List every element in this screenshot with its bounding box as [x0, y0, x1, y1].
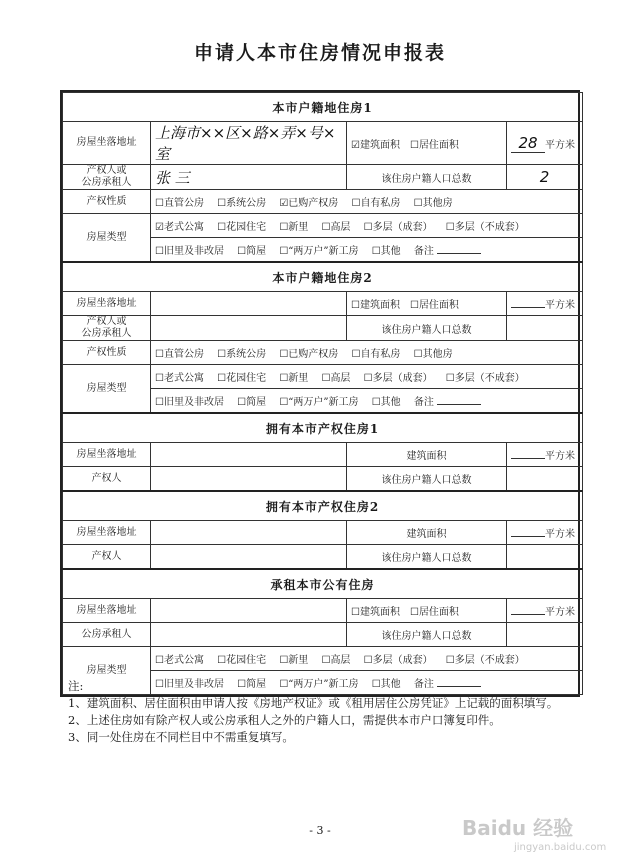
household-count-label: 该住房户籍人口总数	[347, 467, 507, 492]
address-label: 房屋坐落地址	[63, 521, 151, 545]
living-area-checkbox[interactable]: ☐居住面积	[409, 607, 459, 618]
owner-tenant-label: 产权人或 公房承租人	[63, 316, 151, 341]
living-area-checkbox[interactable]: ☐居住面积	[409, 139, 459, 151]
owner-input[interactable]	[151, 467, 347, 492]
address-input[interactable]	[151, 443, 347, 467]
note-item: 2、上述住房如有除产权人或公房承租人之外的户籍人口，需提供本市户口簿复印件。	[68, 713, 501, 727]
household-count-label: 该住房户籍人口总数	[347, 545, 507, 570]
property-nature-options[interactable]: ☐直管公房 ☐系统公房 ☐已购产权房 ☐自有私房 ☐其他房	[151, 341, 583, 365]
area-input[interactable]	[511, 307, 545, 308]
property-nature-label: 产权性质	[63, 341, 151, 365]
building-area-checkbox[interactable]: ☑建筑面积	[351, 139, 400, 151]
housing-declaration-form: 本市户籍地住房1 房屋坐落地址 上海市××区×路×弄×号×室 ☑建筑面积 ☐居住面积 28 平方米 产权人或 公房承租人 张 三 该住房户籍人口总数 2 产权性质 ☐直管公房 ☐系统公房 ☑已购产权房 ☐自有私房 ☐其他房 房屋类型 ☑老式公寓 ☐花园住宅 ☐新里 ☐高层 ☐多层（成套） ☐多层（不成套） ☐旧里及非改居 ☐简屋 ☐“两万户”新工房 ☐其他 备注 本市户籍地住房2 房屋坐落地址 ☐建筑面积 ☐居住面积 平方米 产权人或 公房承租人 该住房户籍人口总数 产权性质 ☐直管公房 ☐系统公房 ☐已购产权房 ☐自有私房 ☐其他房 房屋类型 ☐老式公寓 ☐花园住宅 ☐新里 ☐高层 ☐多层（成套） ☐多层（不成套） ☐旧里及非改居 ☐简屋 ☐“两万户”新工房 ☐其他 备注 拥有本市产权住房1 房屋坐落地址 建筑面积 平方米 产权人 该住房户籍人口总数 拥有本市产权住房2 房屋坐落地址 建筑面积 平方米 产权人 该住房户籍人口总数 承租本市公有住房 房屋坐落地址 ☐建筑面积 ☐居住面积 平方米 公房承租人 该住房户籍人口总数 房屋类型 ☐老式公寓 ☐花园住宅 ☐新里 ☐高层 ☐多层（成套） ☐多层（不成套） ☐旧里及非改居 ☐简屋 ☐“两万户”新工房 ☐其他 备注	[60, 90, 580, 697]
owner-input[interactable]	[151, 545, 347, 570]
household-count-value[interactable]: 2	[507, 165, 583, 190]
tenant-input[interactable]	[151, 623, 347, 647]
house-type-options-row2[interactable]: ☐旧里及非改居 ☐简屋 ☐“两万户”新工房 ☐其他 备注	[151, 389, 583, 414]
footnotes	[68, 678, 588, 746]
household-count-label: 该住房户籍人口总数	[347, 316, 507, 341]
note-item: 3、同一处住房在不同栏目中不需重复填写。	[68, 730, 294, 744]
house-type-options-row1[interactable]: ☐老式公寓 ☐花园住宅 ☐新里 ☐高层 ☐多层（成套） ☐多层（不成套）	[151, 365, 583, 389]
owner-input[interactable]	[151, 316, 347, 341]
address-input[interactable]	[151, 599, 347, 623]
section-heading: 拥有本市产权住房1	[63, 413, 583, 443]
owner-value[interactable]: 张 三	[151, 165, 347, 190]
living-area-checkbox[interactable]: ☐居住面积	[409, 300, 459, 311]
address-label: 房屋坐落地址	[63, 599, 151, 623]
notes-heading: 注:	[68, 679, 84, 693]
section-heading: 本市户籍地住房1	[63, 93, 583, 122]
address-label: 房屋坐落地址	[63, 292, 151, 316]
house-type-label: 房屋类型	[63, 647, 151, 695]
section-heading: 承租本市公有住房	[63, 569, 583, 599]
address-label: 房屋坐落地址	[63, 122, 151, 165]
property-nature-options[interactable]: ☐直管公房 ☐系统公房 ☑已购产权房 ☐自有私房 ☐其他房	[151, 190, 583, 214]
building-area-label: 建筑面积	[347, 521, 507, 545]
area-input[interactable]	[511, 614, 545, 615]
owner-label: 产权人	[63, 467, 151, 492]
address-label: 房屋坐落地址	[63, 443, 151, 467]
page-title: 申请人本市住房情况申报表	[193, 42, 446, 64]
house-type-options-row2[interactable]: ☐旧里及非改居 ☐简屋 ☐“两万户”新工房 ☐其他 备注	[151, 671, 583, 695]
household-count-input[interactable]	[507, 467, 583, 492]
house-type-options-row1[interactable]: ☑老式公寓 ☐花园住宅 ☐新里 ☐高层 ☐多层（成套） ☐多层（不成套）	[151, 214, 583, 238]
address-value[interactable]: 上海市××区×路×弄×号×室	[151, 122, 347, 165]
section-heading: 拥有本市产权住房2	[63, 491, 583, 521]
household-count-input[interactable]	[507, 316, 583, 341]
area-input[interactable]	[511, 458, 545, 459]
building-area-checkbox[interactable]: ☐建筑面积	[351, 607, 400, 618]
building-area-label: 建筑面积	[347, 443, 507, 467]
household-count-label: 该住房户籍人口总数	[347, 623, 507, 647]
house-type-label: 房屋类型	[63, 365, 151, 414]
household-count-input[interactable]	[507, 623, 583, 647]
address-input[interactable]	[151, 292, 347, 316]
house-type-options-row2[interactable]: ☐旧里及非改居 ☐简屋 ☐“两万户”新工房 ☐其他 备注	[151, 238, 583, 263]
watermark-url: jingyan.baidu.com	[514, 842, 607, 853]
public-tenant-label: 公房承租人	[63, 623, 151, 647]
owner-label: 产权人	[63, 545, 151, 570]
building-area-checkbox[interactable]: ☐建筑面积	[351, 300, 400, 311]
house-type-label: 房屋类型	[63, 214, 151, 263]
address-input[interactable]	[151, 521, 347, 545]
page-number: - 3 -	[309, 824, 331, 837]
section-heading: 本市户籍地住房2	[63, 262, 583, 292]
household-count-label: 该住房户籍人口总数	[347, 165, 507, 190]
area-input[interactable]	[511, 536, 545, 537]
property-nature-label: 产权性质	[63, 190, 151, 214]
owner-tenant-label: 产权人或 公房承租人	[63, 165, 151, 190]
house-type-options-row1[interactable]: ☐老式公寓 ☐花园住宅 ☐新里 ☐高层 ☐多层（成套） ☐多层（不成套）	[151, 647, 583, 671]
household-count-input[interactable]	[507, 545, 583, 570]
baidu-watermark-logo: Baidu 经验	[462, 816, 574, 840]
note-item: 1、建筑面积、居住面积由申请人按《房地产权证》或《租用居住公房凭证》上记载的面积填写。	[68, 696, 559, 710]
area-value[interactable]: 28	[511, 134, 545, 153]
